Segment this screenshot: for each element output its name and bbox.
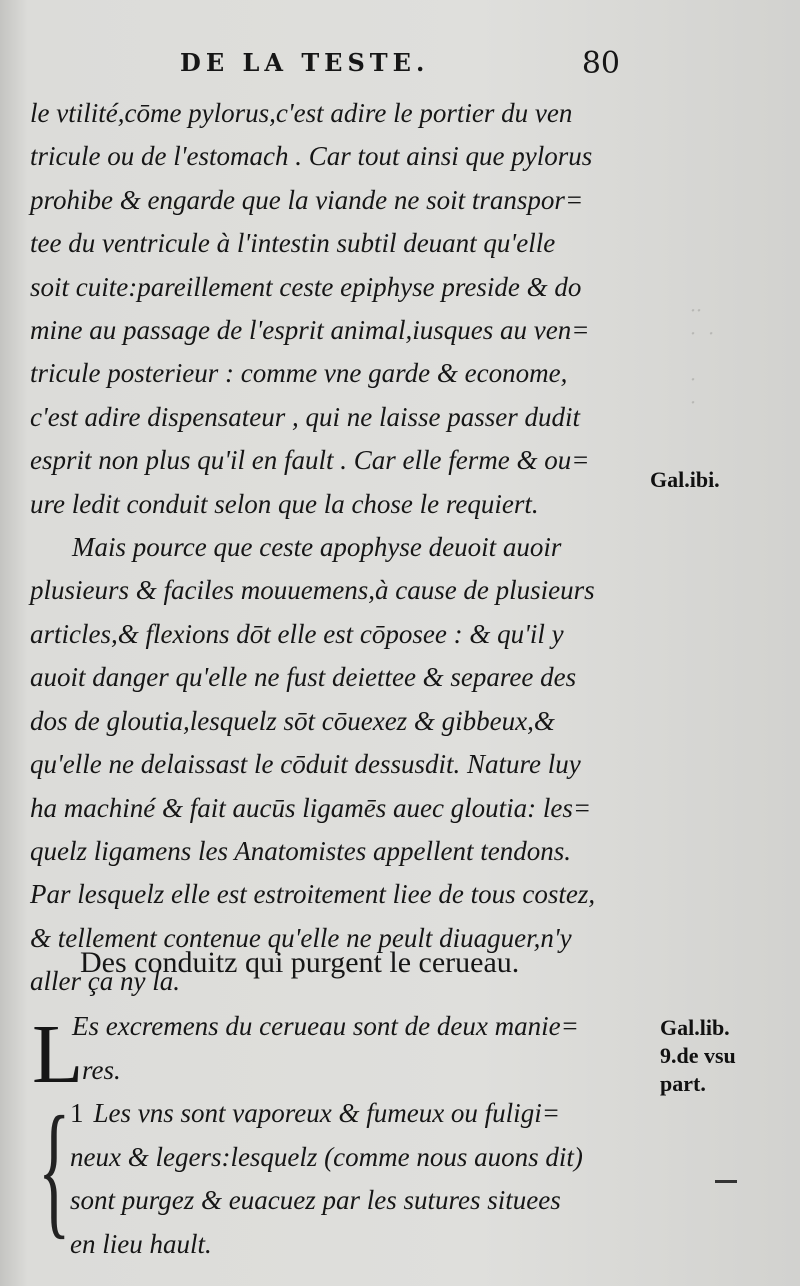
section-text-block: [30, 1005, 650, 1266]
section-heading: Des conduitz qui purgent le cerueau.: [80, 946, 520, 979]
text-line: ha machiné & fait aucūs ligamēs auec gloutia: les=: [30, 792, 592, 823]
margin-note-text: Gal.ibi.: [650, 467, 720, 492]
text-line: & tellement contenue qu'elle ne peult diuaguer,n'y: [30, 922, 572, 953]
list-number: 1: [70, 1098, 84, 1128]
text-line: ure ledit conduit selon que la chose le requiert.: [30, 488, 539, 519]
text-line: neux & legers:lesquelz (comme nous auons dit): [70, 1141, 583, 1172]
text-line: auoit danger qu'elle ne fust deiettee & separee des: [30, 662, 577, 693]
text-line: sont purgez & euacuez par les sutures situees: [70, 1185, 561, 1215]
margin-note-gal-lib: [660, 1014, 736, 1098]
brace-glyph: {: [38, 1086, 71, 1252]
text-line: Mais pource que ceste apophyse deuoit auoir: [72, 532, 562, 563]
text-line: mine au passage de l'esprit animal,iusques au ven=: [30, 315, 590, 346]
list-item: [30, 1086, 650, 1266]
printer-mark: [715, 1180, 737, 1183]
text-line: Es excremens du cerueau sont de deux manie=: [72, 1011, 579, 1041]
margin-note-gal-ibi: [650, 466, 720, 494]
running-title: DE LA TESTE.: [180, 48, 430, 77]
body-text-block: [30, 92, 650, 1004]
bleed-through-text: ·· · · · ·: [690, 300, 715, 414]
text-line: soit cuite:pareillement ceste epiphyse preside & do: [30, 271, 582, 302]
text-line: articles,& flexions dōt elle est cōposee : & qu'il y: [30, 618, 564, 649]
margin-note-text: part.: [660, 1071, 706, 1096]
text-line: esprit non plus qu'il en fault . Car elle ferme & ou=: [30, 445, 590, 476]
page-header: [180, 48, 620, 86]
margin-note-text: 9.de vsu: [660, 1043, 736, 1068]
text-line: Les vns sont vaporeux & fumeux ou fuligi=: [93, 1098, 560, 1128]
text-line: plusieurs & faciles mouuemens,à cause de plusieurs: [30, 575, 595, 606]
margin-note-text: Gal.lib.: [660, 1015, 730, 1040]
drop-cap: L: [32, 1008, 84, 1101]
text-line: le vtilité,cōme pylorus,c'est adire le portier du ven: [30, 98, 573, 128]
text-line: Par lesquelz elle est estroitement liee de tous costez,: [30, 879, 596, 910]
text-line: tricule posterieur : comme vne garde & econome,: [30, 358, 568, 389]
text-line: qu'elle ne delaissast le cōduit dessusdit. Nature luy: [30, 749, 581, 780]
text-line: prohibe & engarde que la viande ne soit transpor=: [30, 184, 584, 215]
text-line: tricule ou de l'estomach . Car tout ainsi que pylorus: [30, 141, 593, 172]
text-line: c'est adire dispensateur , qui ne laisse passer dudit: [30, 401, 580, 432]
text-line: quelz ligamens les Anatomistes appellent tendons.: [30, 835, 571, 866]
text-line: aller ça ny la.: [30, 966, 180, 997]
text-line: en lieu hault.: [70, 1228, 212, 1259]
text-line: tee du ventricule à l'intestin subtil deuant qu'elle: [30, 228, 556, 259]
text-line: res.: [82, 1054, 121, 1085]
text-line: dos de gloutia,lesquelz sōt cōuexez & gibbeux,&: [30, 705, 555, 736]
page-number: 80: [581, 46, 620, 81]
